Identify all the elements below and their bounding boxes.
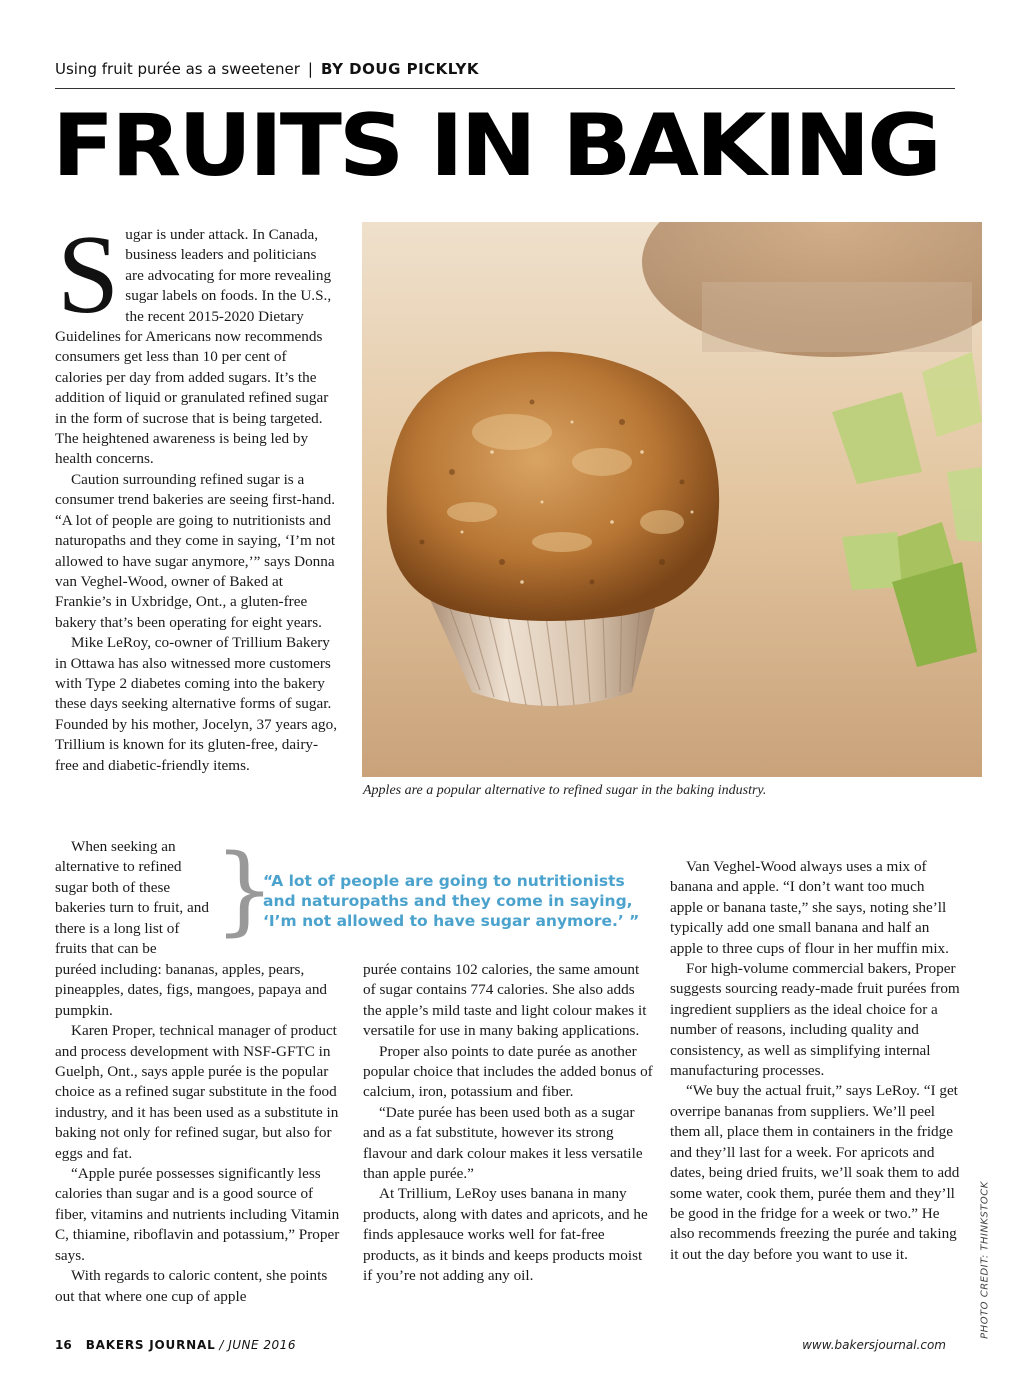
muffin-photo bbox=[362, 222, 982, 777]
paragraph-7: With regards to caloric content, she points out that where one cup of apple bbox=[55, 1267, 328, 1305]
paragraph-4-start: When seeking an alternative to refined sugar both of these bakeries turn to fruit, and there is a long list of fruits that can be bbox=[55, 838, 209, 958]
paragraph-13: For high-volume commercial bakers, Proper suggests sourcing ready-made fruit purées from ingredient suppliers as the ideal choice for a number of reasons, including quality and consistency, as well as simplifying internal manufacturing processes. bbox=[670, 960, 960, 1080]
pullquote-brace: } bbox=[214, 834, 276, 946]
photo-credit bbox=[975, 1170, 995, 1350]
column-2 bbox=[363, 960, 653, 1287]
byline: BY DOUG PICKLYK bbox=[320, 60, 480, 78]
article-headline: FRUITS IN BAKING bbox=[52, 96, 939, 196]
page-footer bbox=[55, 1338, 296, 1352]
header-rule bbox=[55, 88, 955, 89]
drop-cap: S bbox=[57, 213, 120, 337]
paragraph-10: “Date purée has been used both as a sugar and as a fat substitute, however its strong flavour and dark colour makes it less versatile than apple purée.” bbox=[363, 1103, 643, 1183]
paragraph-12: Van Veghel-Wood always uses a mix of banana and apple. “I don’t want too much apple or banana taste,” she says, noting she’ll typically add one small banana and half an apple to three cups of flour in her muffin mix. bbox=[670, 858, 949, 957]
kicker-separator: | bbox=[307, 60, 313, 78]
page-number: 16 bbox=[55, 1338, 72, 1352]
pullquote-line-2: and naturopaths and they come in saying, bbox=[263, 892, 633, 910]
photo-credit-text: PHOTO CREDIT: THINKSTOCK bbox=[979, 1181, 991, 1339]
paragraph-6: “Apple purée possesses significantly less calories than sugar and is a good source of fiber, vitamins and nutrients including Vitamin C, thiamine, riboflavin and potassium,” Proper says. bbox=[55, 1165, 340, 1264]
website-link[interactable]: www.bakersjournal.com bbox=[802, 1338, 946, 1352]
issue-date: / JUNE 2016 bbox=[219, 1338, 296, 1352]
article-kicker bbox=[55, 60, 479, 78]
column-1-narrow bbox=[55, 837, 215, 959]
paragraph-2: Caution surrounding refined sugar is a consumer trend bakeries are seeing first-hand. “A lot of people are going to nutritionists and naturopaths and they come in saying, ‘I’m not allowed to have sugar anymore,’” says Donna van Veghel-Wood, owner of Baked at Frankie’s in Uxbridge, Ont., a gluten-free bakery that’s been operating for eight years. bbox=[55, 470, 336, 631]
paragraph-4-end: puréed including: bananas, apples, pears, pineapples, dates, figs, mangoes, papaya and pumpkin. bbox=[55, 961, 328, 1019]
paragraph-14: “We buy the actual fruit,” says LeRoy. “I get overripe bananas from suppliers. We’ll peel them all, place them in containers in the fridge and they’ll last for a week. For apricots and dates, being dried fruits, we’ll soak them to add some water, cook them, purée them and they’ll be good in the fridge for a week or two.” He also recommends freezing the purée and taking it out the day before you want to use it. bbox=[670, 1082, 960, 1263]
paragraph-1: ugar is under attack. In Canada, business leaders and politicians are advocating for more revealing sugar labels on foods. In the U.S., the recent 2015-2020 Dietary Guidelines for Americans now recommends consumers get less than 10 per cent of calories per day from added sugars. It’s the addition of liquid or granulated refined sugar in the form of sucrose that is being targeted. The heightened awareness is being led by health concerns. bbox=[55, 226, 332, 468]
pullquote-line-1: “A lot of people are going to nutritionists bbox=[263, 872, 625, 890]
paragraph-8: purée contains 102 calories, the same amount of sugar contains 774 calories. She also adds the apple’s mild taste and light colour makes it versatile for use in many baking applications. bbox=[363, 961, 647, 1040]
column-1-bottom bbox=[55, 960, 343, 1307]
pullquote bbox=[263, 871, 663, 931]
kicker-topic: Using fruit purée as a sweetener bbox=[55, 60, 300, 78]
pullquote-line-3: ‘I’m not allowed to have sugar anymore.’ ” bbox=[263, 912, 640, 930]
paragraph-3: Mike LeRoy, co-owner of Trillium Bakery in Ottawa has also witnessed more customers with Type 2 diabetes coming into the bakery these days seeking alternative forms of sugar. Founded by his mother, Jocelyn, 37 years ago, Trillium is known for its gluten-free, dairy-free and diabetic-friendly items. bbox=[55, 634, 337, 774]
paragraph-5: Karen Proper, technical manager of product and process development with NSF-GFTC in Guelph, Ont., says apple purée is the popular choice as a refined sugar substitute in the food industry, and it has been used as a substitute in baking not only for refined sugar, but also for eggs and fat. bbox=[55, 1022, 339, 1162]
paragraph-11: At Trillium, LeRoy uses banana in many products, along with dates and apricots, and he finds applesauce works well for fat-free products, as it binds and keeps products moist if you’re not adding any oil. bbox=[363, 1185, 648, 1285]
magazine-name: BAKERS JOURNAL bbox=[85, 1338, 216, 1352]
column-3 bbox=[670, 857, 960, 1265]
photo-caption: Apples are a popular alternative to refined sugar in the baking industry. bbox=[363, 783, 767, 798]
paragraph-9: Proper also points to date purée as another popular choice that includes the added bonus of calcium, iron, potassium and fiber. bbox=[363, 1042, 653, 1101]
muffin-illustration bbox=[362, 222, 982, 777]
column-1-top bbox=[55, 213, 337, 776]
